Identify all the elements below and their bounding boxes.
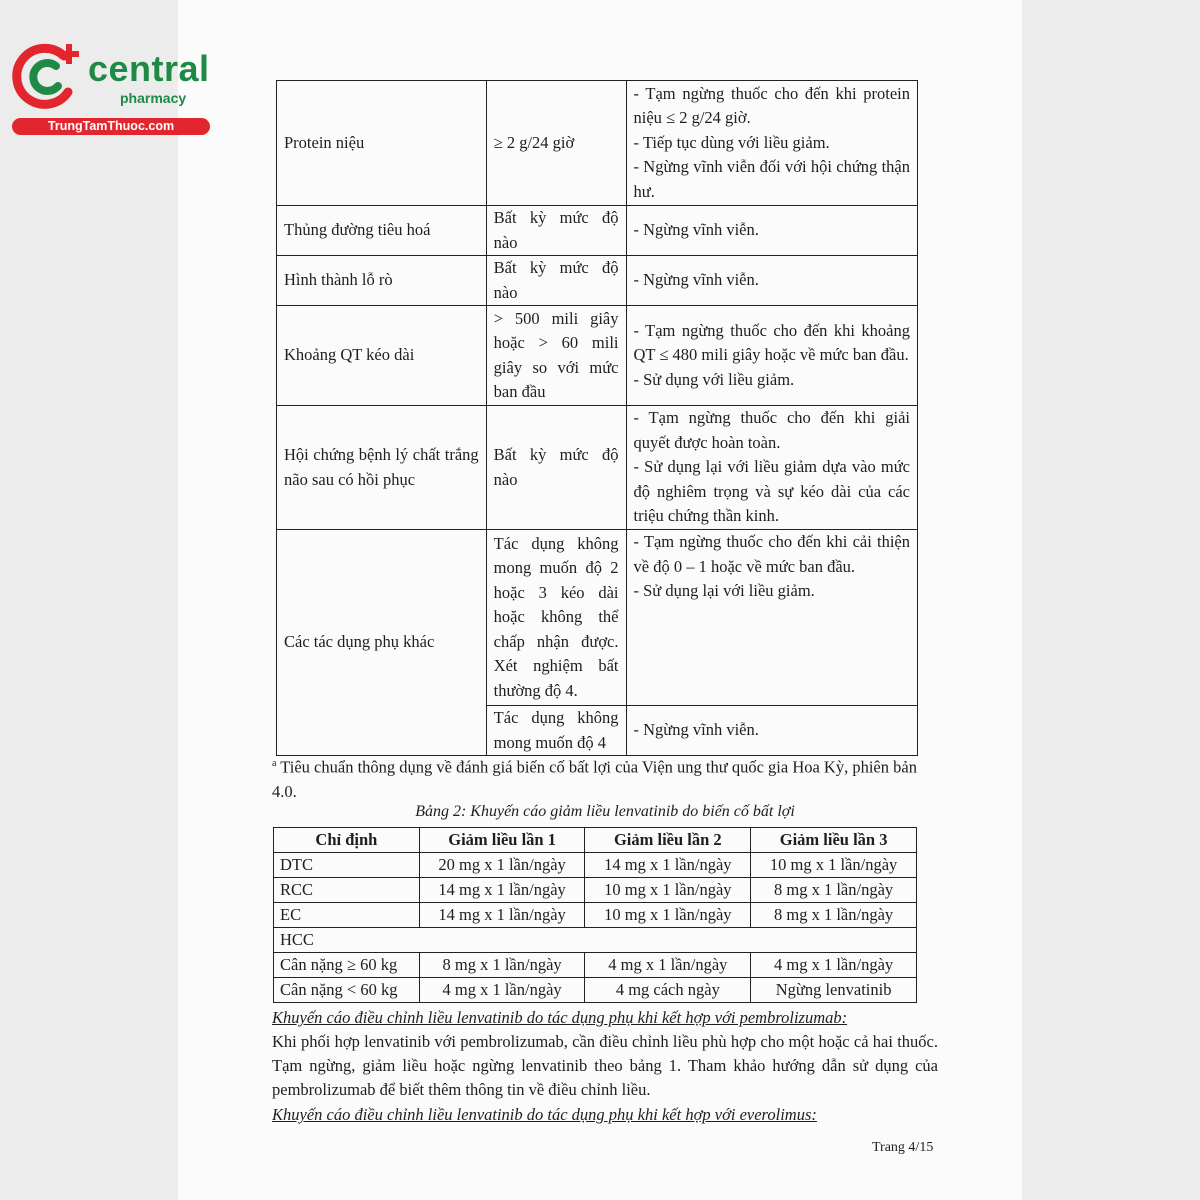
dose-cell: 10 mg x 1 lần/ngày [751, 853, 917, 878]
column-header: Giảm liều lần 2 [585, 828, 751, 853]
table-row [274, 853, 917, 878]
action-cell: - Ngừng vĩnh viễn. [626, 706, 918, 756]
dose-cell: 8 mg x 1 lần/ngày [419, 953, 585, 978]
table-row [274, 978, 917, 1003]
dose-reduction-table [273, 827, 917, 1003]
indication-cell: RCC [274, 878, 420, 903]
dose-cell: 8 mg x 1 lần/ngày [751, 903, 917, 928]
table1-footnote [272, 752, 938, 804]
indication-cell: Cân nặng ≥ 60 kg [274, 953, 420, 978]
severity-cell: Bất kỳ mức độ nào [486, 406, 626, 530]
action-cell: - Tạm ngừng thuốc cho đến khi cải thiện về độ 0 – 1 hoặc về mức ban đầu. - Sử dụng lại với liều giảm. [626, 530, 918, 706]
table2-caption: Bảng 2: Khuyến cáo giảm liều lenvatinib do biến cố bất lợi [415, 803, 795, 820]
footnote-text: Tiêu chuẩn thông dụng về đánh giá biến cố bất lợi của Viện ung thư quốc gia Hoa Kỳ, phiên bản 4.0. [272, 757, 917, 801]
dose-cell: 8 mg x 1 lần/ngày [751, 878, 917, 903]
dose-cell: 14 mg x 1 lần/ngày [419, 903, 585, 928]
column-header: Chỉ định [274, 828, 420, 853]
table-row [274, 878, 917, 903]
pembrolizumab-heading: Khuyến cáo điều chỉnh liều lenvatinib do tác dụng phụ khi kết hợp với pembrolizumab: [272, 1008, 848, 1027]
condition-cell: Protein niệu [277, 81, 487, 206]
action-cell: - Ngừng vĩnh viễn. [626, 206, 918, 256]
dose-cell: 4 mg x 1 lần/ngày [419, 978, 585, 1003]
table-row [277, 256, 918, 306]
logo-sub: pharmacy [120, 90, 187, 106]
severity-cell: Bất kỳ mức độ nào [486, 256, 626, 306]
table-row [277, 206, 918, 256]
indication-cell: EC [274, 903, 420, 928]
dose-cell: 20 mg x 1 lần/ngày [419, 853, 585, 878]
dose-cell: 4 mg x 1 lần/ngày [585, 953, 751, 978]
severity-cell: Tác dụng không mong muốn độ 4 [486, 706, 626, 756]
severity-cell: ≥ 2 g/24 giờ [486, 81, 626, 206]
dose-cell: 14 mg x 1 lần/ngày [585, 853, 751, 878]
table-row [277, 530, 918, 706]
condition-cell: Khoảng QT kéo dài [277, 306, 487, 406]
dose-cell: 10 mg x 1 lần/ngày [585, 878, 751, 903]
action-cell: - Tạm ngừng thuốc cho đến khi protein niệu ≤ 2 g/24 giờ. - Tiếp tục dùng với liều giảm. - Ngừng vĩnh viễn đối với hội chứng thận hư. [626, 81, 918, 206]
table-row [277, 81, 918, 206]
pembrolizumab-paragraph: Khi phối hợp lenvatinib với pembrolizumab, cần điều chỉnh liều phù hợp cho một hoặc cả hai thuốc. Tạm ngừng, giảm liều hoặc ngừng lenvatinib theo bảng 1. Tham khảo hướng dẫn sử dụng của pembrolizumab để biết thêm thông tin về điều chỉnh liều. [272, 1032, 938, 1099]
table-header-row [274, 828, 917, 853]
page-number: Trang 4/15 [872, 1140, 934, 1155]
column-header: Giảm liều lần 3 [751, 828, 917, 853]
table-row [274, 903, 917, 928]
dose-cell: 4 mg x 1 lần/ngày [751, 953, 917, 978]
table-row [277, 406, 918, 530]
condition-cell: Hội chứng bệnh lý chất trắng não sau có hồi phục [277, 406, 487, 530]
central-pharmacy-logo [12, 38, 212, 138]
indication-cell: Cân nặng < 60 kg [274, 978, 420, 1003]
condition-cell: Thủng đường tiêu hoá [277, 206, 487, 256]
logo-name: central [88, 48, 210, 89]
condition-cell: Các tác dụng phụ khác [277, 530, 487, 756]
dose-cell: 10 mg x 1 lần/ngày [585, 903, 751, 928]
action-cell: - Ngừng vĩnh viễn. [626, 256, 918, 306]
action-cell: - Tạm ngừng thuốc cho đến khi giải quyết được hoàn toàn. - Sử dụng lại với liều giảm dựa vào mức độ nghiêm trọng và sự kéo dài của các triệu chứng thần kinh. [626, 406, 918, 530]
everolimus-heading: Khuyến cáo điều chỉnh liều lenvatinib do tác dụng phụ khi kết hợp với everolimus: [272, 1105, 817, 1124]
severity-cell: Tác dụng không mong muốn độ 2 hoặc 3 kéo dài hoặc không thể chấp nhận được. Xét nghiệm bất thường độ 4. [486, 530, 626, 706]
footnote-marker: a [272, 758, 277, 769]
logo-url[interactable]: TrungTamThuoc.com [12, 118, 210, 135]
condition-cell: Hình thành lỗ rò [277, 256, 487, 306]
adverse-event-table [276, 80, 918, 756]
indication-cell: HCC [274, 928, 917, 953]
severity-cell: > 500 mili giây hoặc > 60 mili giây so với mức ban đầu [486, 306, 626, 406]
table-row [277, 306, 918, 406]
dose-cell: Ngừng lenvatinib [751, 978, 917, 1003]
severity-cell: Bất kỳ mức độ nào [486, 206, 626, 256]
action-cell: - Tạm ngừng thuốc cho đến khi khoảng QT ≤ 480 mili giây hoặc về mức ban đầu. - Sử dụng với liều giảm. [626, 306, 918, 406]
indication-cell: DTC [274, 853, 420, 878]
table-row [274, 928, 917, 953]
table-row [274, 953, 917, 978]
dose-cell: 14 mg x 1 lần/ngày [419, 878, 585, 903]
dose-cell: 4 mg cách ngày [585, 978, 751, 1003]
logo-mark-icon [12, 38, 92, 116]
column-header: Giảm liều lần 1 [419, 828, 585, 853]
